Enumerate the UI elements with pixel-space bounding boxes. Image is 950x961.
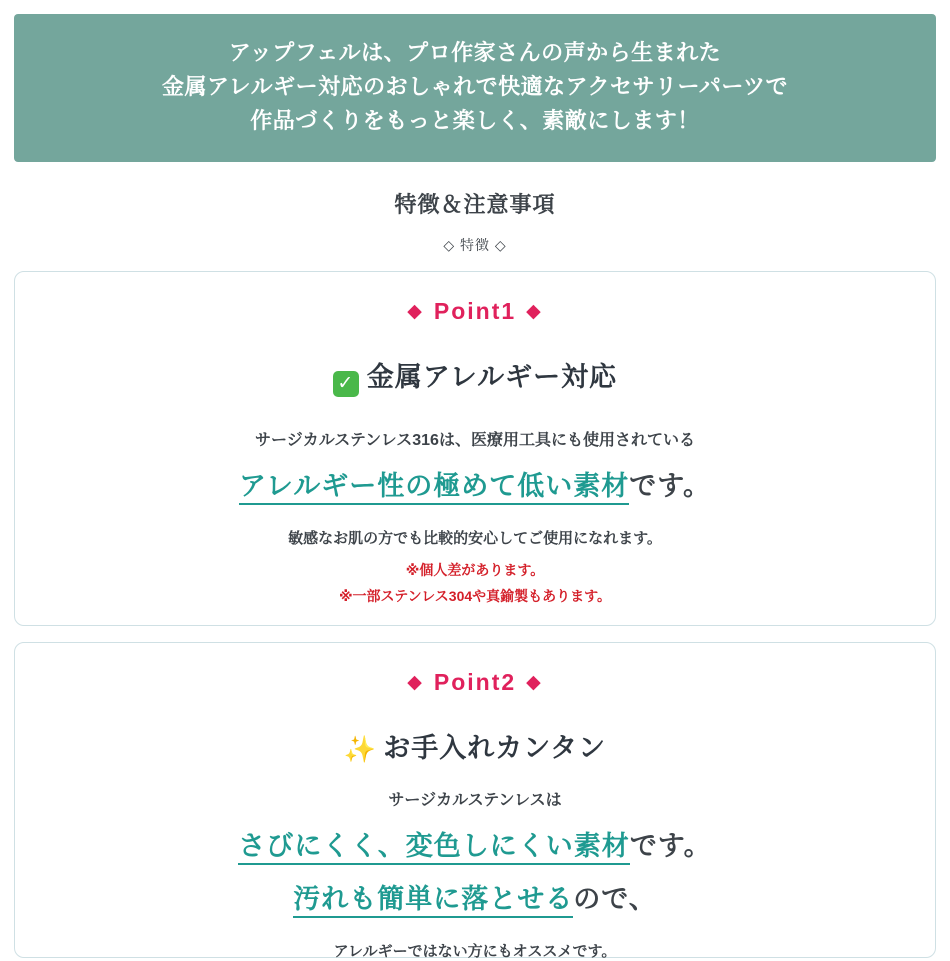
- point2-card: [14, 642, 936, 961]
- banner-line-1: アップフェルは、プロ作家さんの声から生まれた: [228, 40, 722, 65]
- point1-headline: [35, 355, 915, 397]
- point1-line1: サージカルステンレス316は、医療用工具にも使用されている: [255, 432, 695, 450]
- diamond-right-icon: ◆: [526, 301, 543, 323]
- check-mark-icon: ✓: [333, 371, 359, 397]
- point1-card: [14, 271, 936, 626]
- banner-line-2: 金属アレルギー対応のおしゃれで快適なアクセサリーパーツで: [162, 74, 788, 100]
- point1-headline-text: 金属アレルギー対応: [366, 362, 618, 393]
- diamond-left-icon: ◆: [407, 301, 424, 323]
- point2-text: Point2: [433, 669, 517, 696]
- point2-line3-tail: ので、: [573, 884, 657, 915]
- point2-headline: [35, 726, 915, 765]
- point1-note-2: ※一部ステンレス304や真鍮製もあります。: [338, 588, 612, 605]
- point1-note-1: ※個人差があります。: [405, 562, 545, 579]
- point1-line2-tail: です。: [629, 471, 712, 502]
- diamond-right-icon: ◆: [526, 672, 543, 694]
- point2-line2-tail: です。: [629, 831, 712, 862]
- point1-line3: 敏感なお肌の方でも比較的安心してご使用になれます。: [288, 530, 662, 548]
- point2-highlight-2: 汚れも簡単に落とせる: [293, 884, 573, 918]
- point2-highlight-1: さびにくく、変色しにくい素材: [238, 831, 629, 865]
- section-subtitle: ◇ 特徴 ◇: [443, 237, 507, 254]
- point1-line2: [35, 464, 915, 503]
- diamond-left-icon: ◆: [407, 672, 424, 694]
- point2-line1: サージカルステンレスは: [388, 792, 562, 810]
- banner-line-3: 作品づくりをもっと楽しく、素敵にします！: [250, 108, 700, 134]
- point2-line4: アレルギーではない方にもオススメです。: [333, 943, 617, 961]
- point1-highlight-1: アレルギー性の極めて低い素材: [239, 471, 629, 505]
- point2-line2: [35, 824, 915, 863]
- sparkles-icon: ✨: [343, 734, 378, 765]
- section-title: 特徴＆注意事項: [394, 192, 556, 218]
- header-banner: [14, 14, 936, 162]
- point2-headline-text: お手入れカンタン: [383, 733, 607, 764]
- point1-label: [35, 298, 915, 325]
- point1-text: Point1: [433, 298, 517, 325]
- point2-label: [35, 669, 915, 696]
- point2-line3: [35, 877, 915, 916]
